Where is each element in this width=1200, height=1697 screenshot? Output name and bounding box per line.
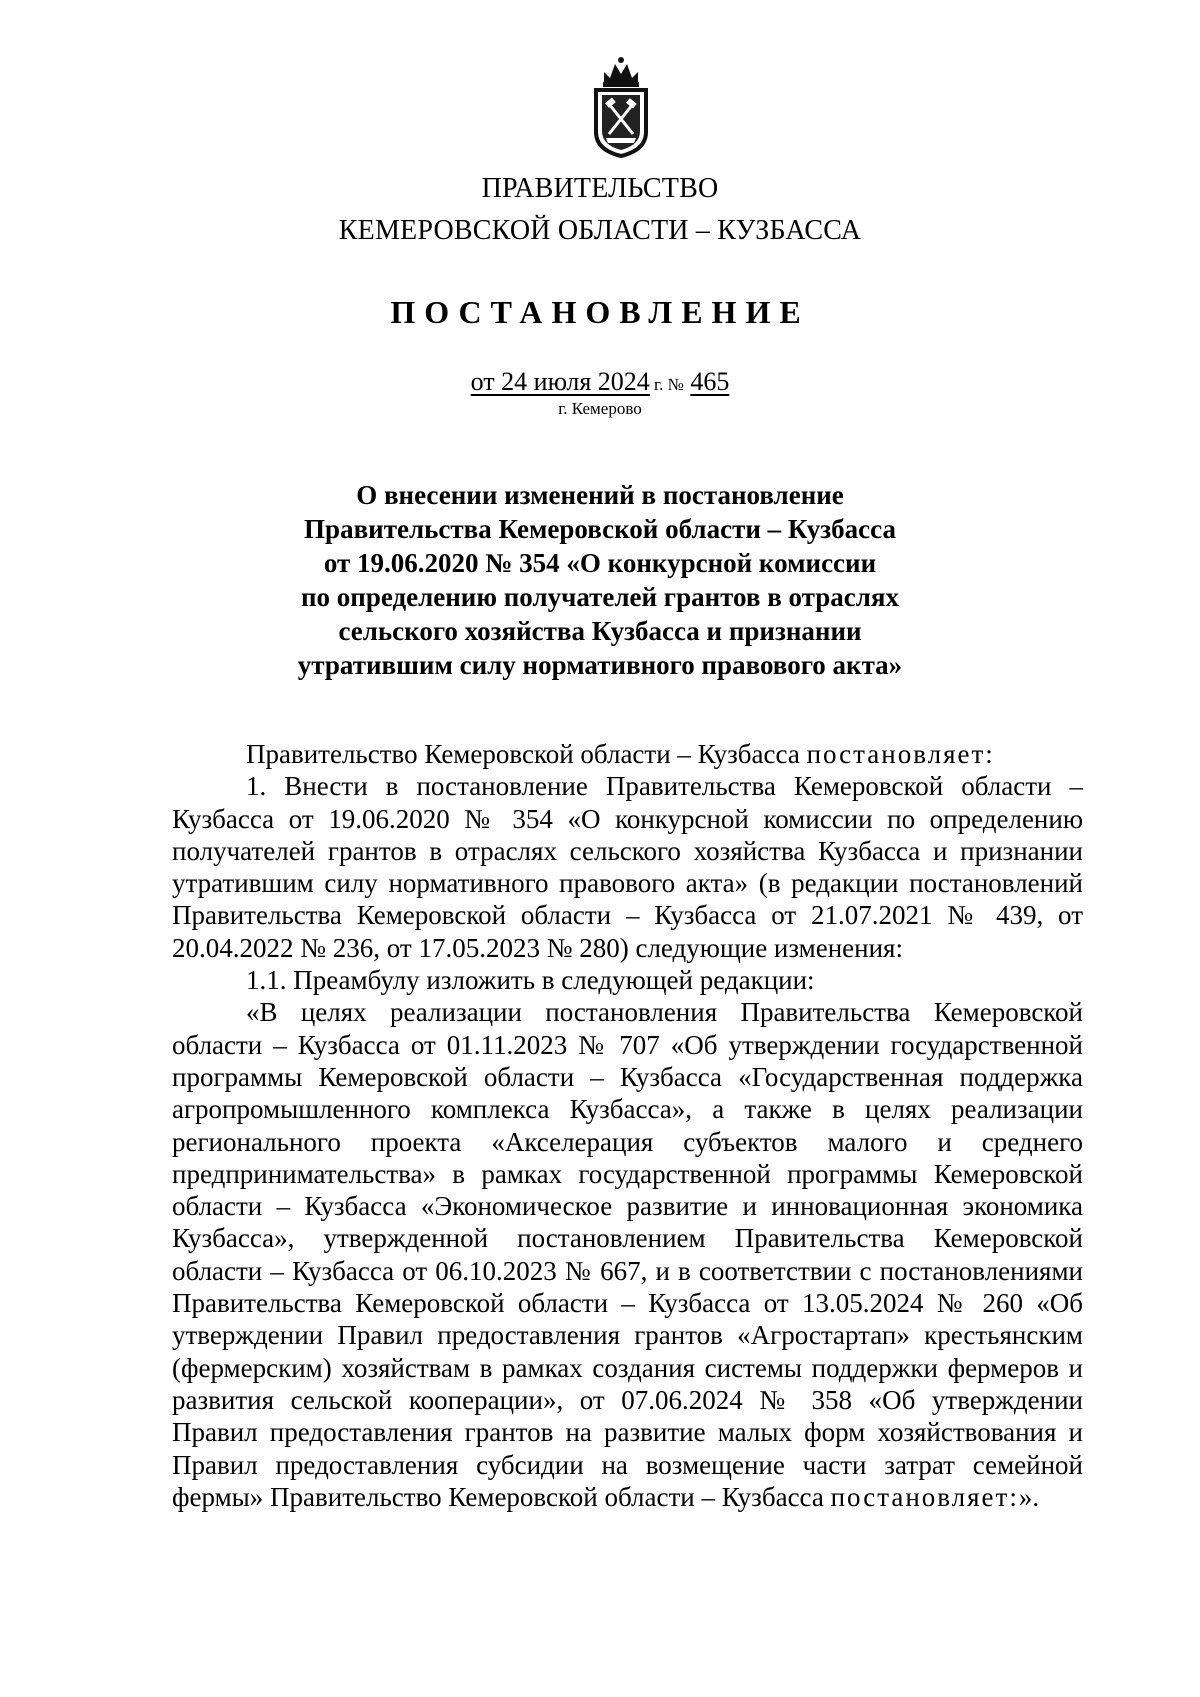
body-paragraph-new-preamble (172, 996, 1083, 1513)
coat-of-arms-icon (590, 54, 652, 158)
resolves-word: постановляет: (830, 1481, 1019, 1512)
document-subject (0, 478, 1200, 682)
subject-line: Правительства Кемеровской области – Кузбасса (304, 514, 896, 544)
closing-quote: ». (1018, 1481, 1040, 1512)
document-dateline (0, 366, 1200, 401)
body-paragraph-item-1-1: 1.1. Преамбулу изложить в следующей редакции: (246, 965, 815, 996)
preamble-text: Правительство Кемеровской области – Кузбасса (246, 739, 807, 769)
document-number: 465 (690, 367, 730, 396)
new-preamble-text: «В целях реализации постановления Правительства Кемеровской области – Кузбасса от 01.11.2023 № 707 «Об утверждении государственной программы Кемеровской области – Кузбасса «Государственная поддержка агропромышленного комплекса Кузбасса», а также в целях реализации регионального проекта «Акселерация субъектов малого и среднего предпринимательства» в рамках государственной программы Кемеровской области – Кузбасса «Экономическое развитие и инновационная экономика Кузбасса», утвержденной постановлением Правительства Кемеровской области – Кузбасса от 06.10.2023 № 667, и в соответствии с постановлениями Правительства Кемеровской области – Кузбасса от 13.05.2024 № 260 «Об утверждении Правил предоставления грантов «Агростартап» крестьянским (фермерским) хозяйствам в рамках создания системы поддержки фермеров и развития сельской кооперации», от 07.06.2024 № 358 «Об утверждении Правил предоставления грантов на развитие малых форм хозяйствования и Правил предоставления субсидии на возмещение части затрат семейной фермы» Правительство Кемеровской области – Кузбасса (172, 997, 1083, 1512)
government-name-line1: ПРАВИТЕЛЬСТВО (481, 173, 719, 204)
document-type-title: ПОСТАНОВЛЕНИЕ (390, 294, 810, 330)
year-suffix: г. (654, 375, 664, 394)
number-sign: № (667, 375, 684, 394)
government-name-line2: КЕМЕРОВСКОЙ ОБЛАСТИ – КУЗБАССА (338, 215, 862, 246)
document-city: г. Кемерово (558, 399, 642, 418)
subject-line: О внесении изменений в постановление (356, 480, 844, 510)
document-body (172, 738, 1083, 1513)
subject-line: по определению получателей грантов в отраслях (300, 582, 900, 612)
subject-line: от 19.06.2020 № 354 «О конкурсной комиссии (323, 548, 877, 578)
resolves-word: постановляет: (806, 739, 995, 769)
document-date: от 24 июля 2024 (470, 367, 650, 396)
body-paragraph-preamble (172, 738, 1083, 770)
subject-line: утратившим силу нормативного правового акта» (297, 650, 903, 680)
subject-line: сельского хозяйства Кузбасса и признании (338, 616, 862, 646)
body-paragraph-item-1: 1. Внести в постановление Правительства Кемеровской области – Кузбасса от 19.06.2020 № 354 «О конкурсной комиссии по определению получателей грантов в отраслях сельского хозяйства Кузбасса и признании утратившим силу нормативного правового акта» (в редакции постановлений Правительства Кемеровской области – Кузбасса от 21.07.2021 № 439, от 20.04.2022 № 236, от 17.05.2023 № 280) следующие изменения: (172, 771, 1083, 963)
